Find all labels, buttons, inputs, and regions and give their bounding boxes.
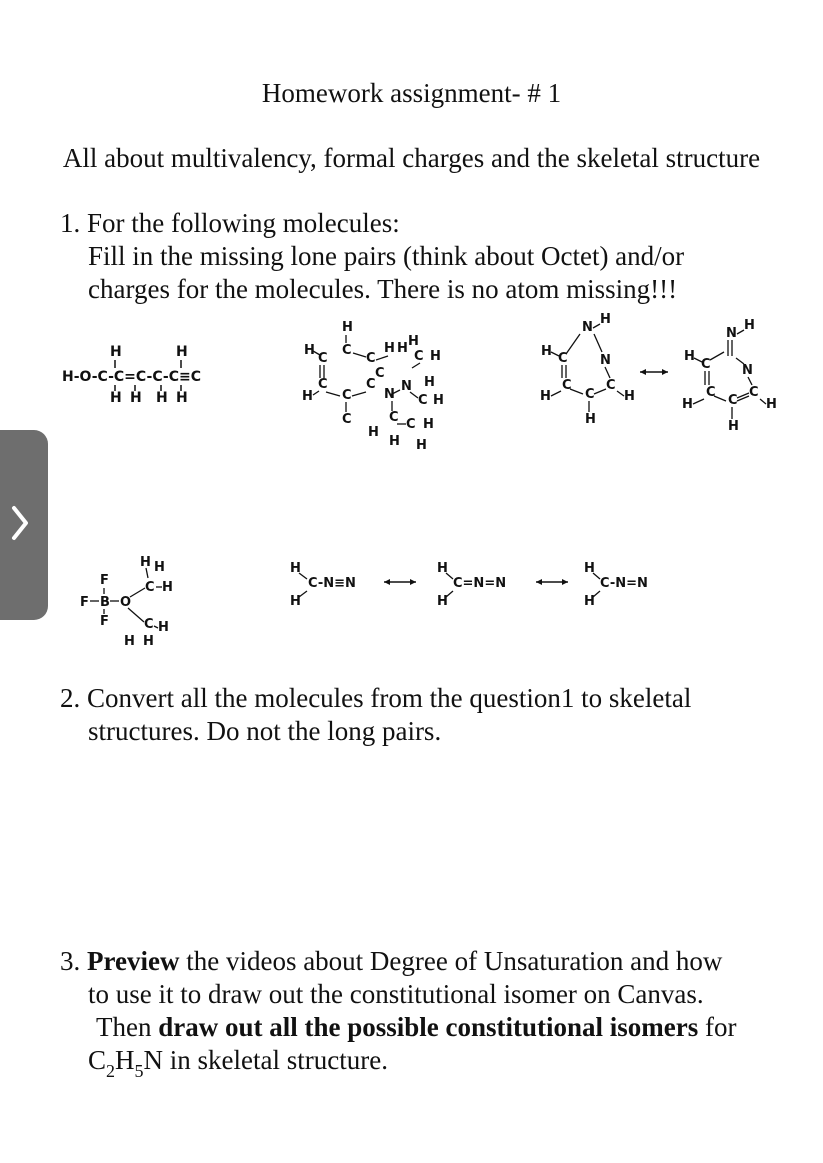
atom-h: H [430,349,441,364]
atom-h: H [423,417,434,432]
question-2-line-1: 2. Convert all the molecules from the question1 to skeletal [60,683,692,713]
atom-h: H [624,389,635,404]
molecule-1-bottom-h: H [156,390,168,406]
molecule-6-form-c: C-N=N [600,576,648,591]
atom-f: F [80,595,89,610]
atom-h: H [162,580,173,595]
molecule-1-bottom-h: H [176,390,188,406]
atom-c: C [145,580,155,595]
question-1-line-3: charges for the molecules. There is no atom missing!!! [88,274,678,304]
molecule-1 [62,344,201,406]
atom-c: C [706,385,716,400]
atom-h: H [384,341,395,356]
molecule-2 [302,320,444,453]
question-3-line-3 [60,1011,790,1044]
atom-h: H [154,560,165,575]
atom-c: C [749,385,759,400]
atom-h: H [744,318,755,333]
atom-h: H [682,397,693,412]
question-3-instruction: draw out all the possible constitutional isomers [158,1012,699,1042]
atom-h: H [302,389,313,404]
page-title: Homework assignment- # 1 [261,78,562,108]
atom-c: C [558,351,568,366]
molecule-1-top-h: H [176,344,188,360]
atom-h: H [140,555,151,570]
resonance-arrow-1 [640,369,668,375]
atom-h: H [389,434,400,449]
question-3-for: for [698,1012,737,1042]
formula: $C_2H_5N$ [88,1045,164,1081]
atom-c: C [318,377,328,392]
atom-h: H [143,634,154,649]
question-3 [60,945,790,1080]
atom-c: C [701,357,711,372]
atom-h: H [728,419,739,434]
atom-n: N [726,326,737,341]
atom-o: O [120,595,132,610]
question-3-line-2: to use it to draw out the constitutional isomer on Canvas. [88,979,704,1009]
atom-h: H [342,320,353,335]
atom-c: C [366,351,376,366]
atom-h: H [585,412,596,427]
atom-h: H [584,594,595,609]
question-3-line-4 [60,1044,790,1080]
atom-f: F [100,573,109,588]
atom-h: H [368,425,379,440]
resonance-arrow-3 [536,579,568,585]
atom-h: H [290,594,301,609]
molecule-1-bottom-h: H [130,390,142,406]
atom-h: C [375,366,385,381]
question-3-line-1-text: the videos about Degree of Unsaturation and how [179,946,723,976]
atom-c: C [728,393,738,408]
atom-h: H [124,634,135,649]
molecule-4 [682,318,777,434]
question-1-line-1: 1. For the following molecules: [60,208,400,238]
atom-h: H [541,344,552,359]
resonance-arrow-2 [384,579,416,585]
atom-b: B [100,595,110,610]
atom-f: F [100,614,109,629]
question-3-number: 3. [60,946,81,976]
atom-c: C [585,387,595,402]
atom-c: C [562,378,572,393]
atom-n: N [401,379,412,394]
atom-h: H [416,438,427,453]
atom-h: H [437,594,448,609]
atom-h: H [540,389,551,404]
page-subtitle: All about multivalency, formal charges and the skeletal structure [62,143,761,173]
molecule-1-chain: H-O-C-C=C-C-C≡C [62,369,202,385]
atom-c: C [406,417,416,432]
atom-n: N [600,353,611,368]
atom-h: H [158,620,169,635]
molecule-1-top-h: H [110,344,122,360]
atom-h: H [397,341,408,356]
question-2-line-2: structures. Do not the long pairs. [88,716,442,746]
molecule-6 [290,561,648,609]
atom-c: N [384,387,395,402]
atom-h: H [424,375,435,390]
atom-h: H [600,312,611,327]
atom-c: C [389,410,399,425]
chevron-right-icon[interactable] [6,488,36,558]
question-1-line-2: Fill in the missing lone pairs (think about Octet) and/or [88,241,685,271]
atom-c: C [606,378,616,393]
atom-n: N [742,363,753,378]
atom-n: N [582,320,593,335]
question-3-line-4-text: in skeletal structure. [163,1045,388,1075]
question-3-preview: Preview [87,946,180,976]
atom-h: H [290,561,301,576]
atom-h: H [437,561,448,576]
atom-h: H [684,349,695,364]
atom-c: C [414,349,424,364]
question-2 [60,682,780,748]
atom-h: H [766,397,777,412]
atom-h: H [304,343,315,358]
atom-h: H [408,334,419,349]
atom-h: C [342,412,352,427]
atom-c: C [144,617,154,632]
molecule-6-form-a: C-N≡N [308,576,356,591]
question-3-line-1 [60,945,790,978]
atom-c: C [342,343,352,358]
question-3-then: Then [96,1012,159,1042]
atom-c: C [418,393,428,408]
molecule-6-form-b: C=N=N [453,576,507,591]
atom-h: H [584,561,595,576]
atom-c: C [318,351,328,366]
atom-c: C [366,377,376,392]
molecule-3 [540,312,635,427]
atom-c: C [342,388,352,403]
molecule-1-bottom-h: H [110,390,122,406]
molecule-5 [80,555,173,649]
atom-h: H [433,393,444,408]
